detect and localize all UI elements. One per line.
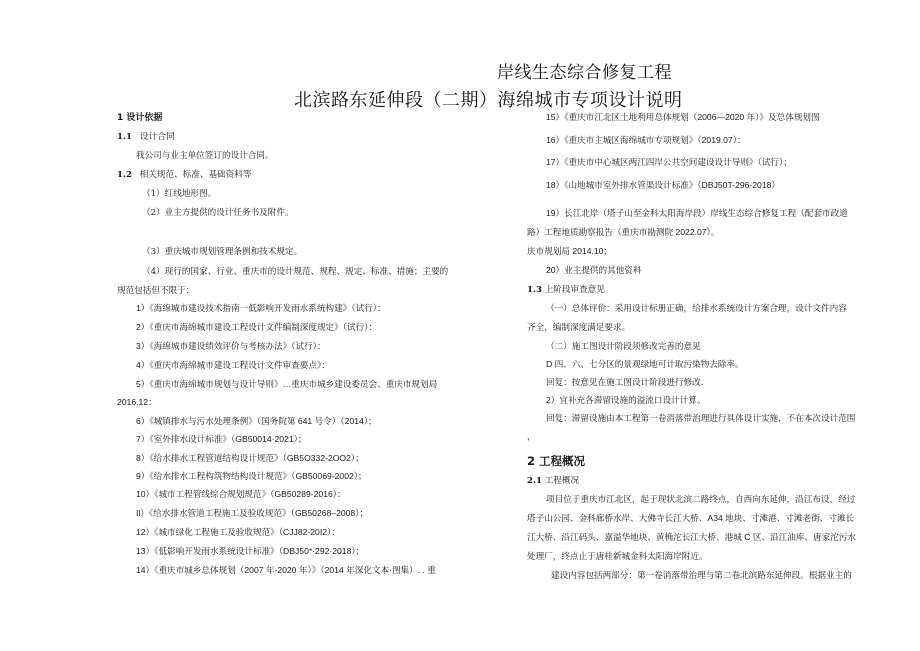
paragraph-continuation: ， bbox=[527, 432, 536, 442]
list-item-continuation: 规范包括但不限于： bbox=[117, 286, 195, 296]
reference-item: 4）《重庆市海绵城市建设工程设计文件审查要点》： bbox=[136, 360, 330, 370]
list-item: （1）红线地形图。 bbox=[142, 189, 217, 199]
section-2-1-heading bbox=[527, 474, 579, 486]
reference-item: 10）《城市工程管线综合规划规范》（GB50289-2016）： bbox=[136, 489, 346, 499]
section-number: 2.1 bbox=[527, 476, 542, 486]
reference-item: 13）《低影响开发雨水系统设计标准》（DBJ50*·292·2018）； bbox=[136, 546, 365, 556]
reference-item: 17）《重庆市中心城区两江四岸公共空间建设设计导则》（试行）； bbox=[546, 157, 792, 167]
list-item: （3）重庆城市规划管理条例和技术规定。 bbox=[142, 247, 303, 257]
section-1-2-heading bbox=[117, 168, 251, 180]
reference-item-continuation: 路）工程地质勘察报告（重庆市勘测院 2022.07）。 bbox=[527, 227, 720, 237]
list-item: （4）现行的国家、行业、重庆市的设计规范、规程、规定、标准、措施；主要的 bbox=[142, 267, 449, 277]
reference-item: Il）《给水排水管道工程施工及验收规范》（GB50268–2008）； bbox=[136, 508, 369, 518]
reference-item: 3）《海绵城市建设绩效评价与考核办法》（试行）： bbox=[136, 341, 326, 351]
section-title: 相关规范、标准、基础资料等 bbox=[139, 170, 252, 180]
paragraph: 回复：滞留设施由本工程第一卷消落带治理进行具体设计实施，不在本次设计范围 bbox=[546, 414, 856, 424]
paragraph: 建设内容包括两部分：第一卷消落带治理与第二卷北滨路东延伸段。根据业主的 bbox=[551, 571, 852, 581]
reference-item: 1）《海绵城市建设技术指南一低影响开发雨水系统构建》（试行）： bbox=[136, 303, 386, 313]
section-number: 1.1 bbox=[117, 132, 132, 142]
reference-item: 19）长江北岸（塔子山至金科太阳海岸段）岸线生态综合修复工程（配套市政道 bbox=[546, 208, 848, 218]
section-number: 1.3 bbox=[527, 285, 542, 295]
reference-item: 7）《室外排水设计标准》（GB50014·2021）； bbox=[136, 434, 307, 444]
paragraph: D 四、六、七分区的景观绿地可计取污染物去除率。 bbox=[546, 359, 744, 369]
paragraph-continuation: 齐全，编制深度满足要求。 bbox=[527, 323, 631, 333]
section-number: 1.2 bbox=[117, 170, 132, 180]
paragraph-continuation: 江大桥、沿江码头、嘉溢华地块、黄桷沱长江大桥、港城 C 区、沿江油库、唐家沱污水 bbox=[527, 532, 856, 542]
paragraph: 我公司与业主单位签订的设计合同。 bbox=[136, 151, 274, 161]
document-title-line2: 北滨路东延伸段（二期）海绵城市专项设计说明 bbox=[294, 90, 683, 111]
section-1-3-heading bbox=[527, 283, 605, 295]
section-title: 上阶段审查意见 bbox=[544, 285, 605, 295]
reference-item: 2）《重庆市海绵城市建设工程设计文件编制深度规定》（试行）： bbox=[136, 322, 378, 332]
list-item: （2）业主方提供的设计任务书及附件。 bbox=[142, 208, 294, 218]
paragraph: 项目位于重庆市江北区，起于现状北滨二路终点，自西向东延伸，沿江布设，经过 bbox=[546, 495, 856, 505]
paragraph-continuation: 处理厂，终点止于唐桂新城金科太阳海岸附近。 bbox=[527, 552, 708, 562]
reference-item: 14）《重庆市城乡总体规划（2007 年-2020 年）》（2014 年深化文本·图集）. . 重 bbox=[136, 565, 436, 575]
reference-item: 8）《给水排水工程管道结构设计规范》（GB5O332-2OO2）； bbox=[136, 453, 364, 463]
reference-item: 20）业主提供的其他资料 bbox=[546, 265, 642, 275]
reference-item: 12）《城市绿化工程施工及验收规范》（CJJ82-20I2）； bbox=[136, 527, 340, 537]
section-title: 设计合同 bbox=[139, 132, 175, 142]
section-1-heading: 1 设计依据 bbox=[117, 113, 163, 123]
reference-item: 6）《城镇排水与污水处理条例》（国务院第 641 号令）（2014）； bbox=[136, 416, 377, 426]
reference-item: 9）《给水排水工程构筑物结构设计规范》（GB50069-2002）； bbox=[136, 471, 367, 481]
reference-item: 16）《重庆市主城区海绵城市专项规划》（2019.07）： bbox=[546, 135, 746, 145]
paragraph-continuation: 塔子山公园、金科廊桥水岸、大佛寺长江大桥、A34 地块、寸滩港、寸滩老街、寸滩长 bbox=[527, 513, 855, 523]
paragraph: 回复：按意见在施工图设计阶段进行修改. bbox=[546, 378, 704, 388]
section-title: 工程概况 bbox=[544, 476, 580, 486]
paragraph: 2）宜补充各滞留设施的溢流口设计计算。 bbox=[546, 395, 706, 405]
section-2-heading: 2 工程概况 bbox=[527, 454, 586, 468]
paragraph: （一）总体评价：采用设计标册正确，给排水系统设计方案合理，设计文件内容 bbox=[546, 304, 847, 314]
section-1-1-heading bbox=[117, 129, 175, 142]
paragraph: （二）施工图设计阶段须修改完善的意见 bbox=[546, 342, 701, 352]
reference-item-continuation: 2016.12： bbox=[117, 397, 157, 407]
document-title-line1: 岸线生态综合修复工程 bbox=[497, 63, 672, 83]
reference-item: 5）《重庆市海绵城市规划与设计导则》…重庆市城乡建设委员会、重庆市规划局 bbox=[136, 379, 438, 389]
reference-item: 15）《重庆市江北区土地利用总体规划（2006—2020 年）》及总体规划图 bbox=[546, 112, 820, 122]
reference-item: 18）《山地城市室外排水管渠设计标准》（DBJ50T-296-2018） bbox=[546, 180, 780, 190]
reference-item-continuation: 庆市规划局 2014.10； bbox=[527, 246, 613, 256]
